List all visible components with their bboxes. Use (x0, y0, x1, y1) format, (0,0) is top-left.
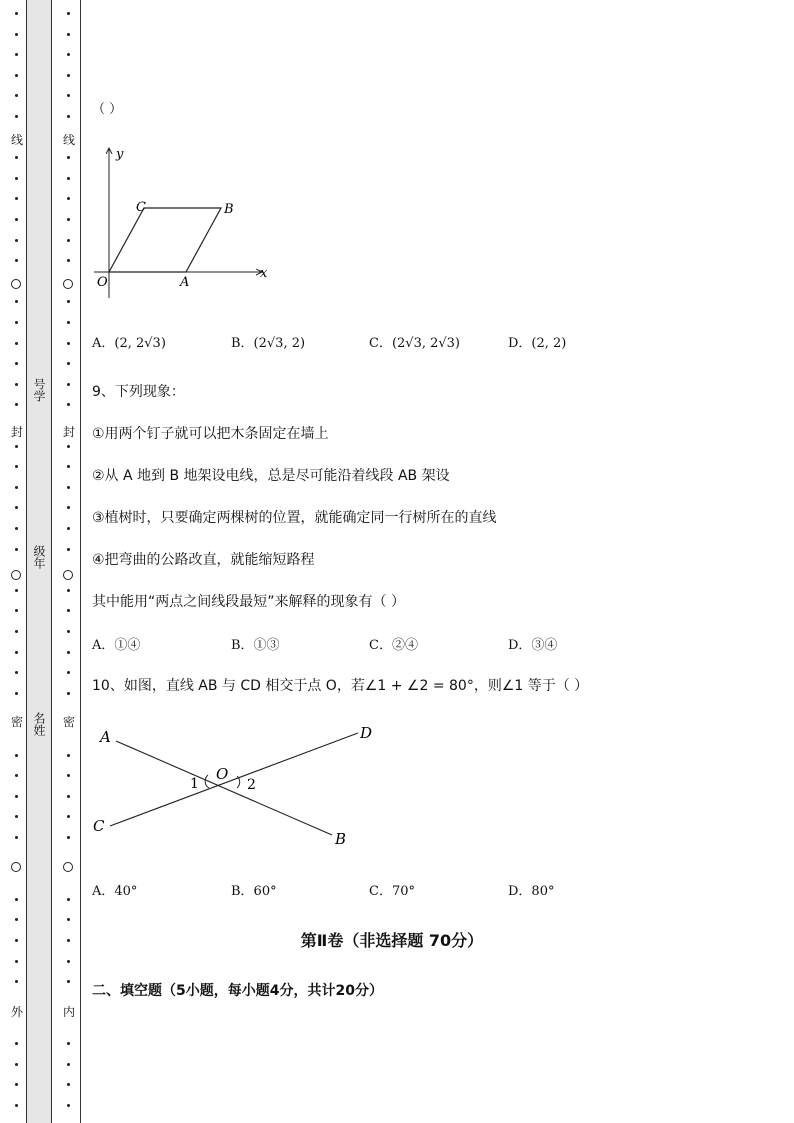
binding-dot (67, 53, 70, 56)
outer-dotted-line (10, 0, 24, 1123)
binding-dot (67, 836, 70, 839)
binding-rule (80, 0, 81, 1123)
binding-dot (15, 898, 18, 901)
q9-item-2: ②从 A 地到 B 地架设电线，总是尽可能沿着线段 AB 架设 (92, 468, 450, 484)
binding-dot (67, 197, 70, 200)
binding-dot (67, 321, 70, 324)
binding-dot (67, 486, 70, 489)
binding-dot (15, 383, 18, 386)
q8-option-c: C．(2√3, 2√3) (369, 336, 461, 351)
binding-dot (15, 651, 18, 654)
binding-dot (15, 445, 18, 448)
binding-dot (15, 465, 18, 468)
binding-dot (67, 177, 70, 180)
q10-label-b: B (335, 830, 347, 848)
q10-option-c: C．70° (369, 884, 415, 899)
q8-parallelogram (109, 208, 221, 272)
inner-label-nei: 内 (62, 1005, 75, 1019)
binding-dot (67, 589, 70, 592)
binding-dot (15, 1104, 18, 1107)
binding-dot (15, 362, 18, 365)
binding-dot (67, 259, 70, 262)
binding-dot (15, 671, 18, 674)
binding-dot (15, 239, 18, 242)
q8-label-x: x (260, 266, 268, 281)
binding-dot (67, 1042, 70, 1045)
binding-dot (15, 918, 18, 921)
binding-dot (15, 321, 18, 324)
binding-dot (15, 1042, 18, 1045)
q9-stem: 9、下列现象： (92, 384, 185, 400)
binding-dot (15, 836, 18, 839)
binding-dot (67, 300, 70, 303)
binding-dot (67, 239, 70, 242)
binding-dot (67, 548, 70, 551)
binding-dot (67, 918, 70, 921)
binding-dot (67, 774, 70, 777)
q9-option-a: A．①④ (92, 638, 141, 653)
binding-dot (67, 671, 70, 674)
binding-dot (15, 300, 18, 303)
q10-label-angle-2: 2 (247, 777, 256, 793)
binding-circle-mark (11, 862, 21, 872)
binding-dot (15, 53, 18, 56)
binding-dot (15, 774, 18, 777)
q10-stem: 10、如图，直线 AB 与 CD 相交于点 O，若∠1 + ∠2 = 80°，则∠1 等于（ ） (92, 678, 589, 694)
binding-dot (67, 960, 70, 963)
outer-label-feng: 封 (10, 425, 23, 439)
q8-option-d: D．(2, 2) (508, 336, 567, 351)
q8-option-a: A．(2, 2√3) (92, 336, 166, 351)
binding-dot (15, 259, 18, 262)
binding-dot (67, 74, 70, 77)
q8-label-a: A (180, 275, 190, 290)
q10-intersecting-lines-figure (92, 715, 392, 855)
binding-dot (67, 115, 70, 118)
binding-dot (15, 218, 18, 221)
binding-dot (15, 197, 18, 200)
binding-dot (15, 548, 18, 551)
binding-dot (15, 609, 18, 612)
inner-label-xian: 线 (62, 133, 75, 147)
q8-label-c: C (136, 200, 146, 215)
binding-dot (67, 980, 70, 983)
binding-dot (15, 33, 18, 36)
q8-parallelogram-figure (92, 140, 282, 305)
binding-dot (15, 527, 18, 530)
q8-label-b: B (224, 202, 234, 217)
binding-dot (15, 94, 18, 97)
binding-dot (15, 403, 18, 406)
binding-dot (15, 506, 18, 509)
binding-dot (67, 383, 70, 386)
binding-dot (67, 218, 70, 221)
q8-label-o: O (97, 275, 108, 290)
binding-dot (15, 177, 18, 180)
exam-page-content (92, 0, 782, 1123)
q10-label-o: O (216, 765, 229, 783)
q10-label-d: D (360, 724, 373, 742)
binding-dot (15, 754, 18, 757)
binding-circle-mark (63, 862, 73, 872)
binding-dot (67, 630, 70, 633)
binding-dot (15, 74, 18, 77)
outer-label-xian: 线 (10, 133, 23, 147)
binding-dot (67, 1083, 70, 1086)
binding-dot (67, 362, 70, 365)
q8-option-b: B．(2√3, 2) (231, 336, 306, 351)
binding-dot (15, 12, 18, 15)
binding-dot (67, 33, 70, 36)
binding-circle-mark (63, 570, 73, 580)
name-field-label: 名姓 (32, 712, 46, 736)
binding-dot (15, 486, 18, 489)
binding-dot (15, 815, 18, 818)
binding-dot (67, 506, 70, 509)
binding-dot (15, 1083, 18, 1086)
binding-dot (67, 94, 70, 97)
q9-question: 其中能用“两点之间线段最短”来解释的现象有（ ） (92, 594, 405, 610)
binding-dot (67, 651, 70, 654)
q10-option-d: D．80° (508, 884, 555, 899)
section-2-heading: 二、填空题（5小题，每小题4分，共计20分） (92, 983, 383, 999)
q10-line-cd (110, 733, 358, 826)
binding-circle-mark (63, 279, 73, 289)
q9-item-4: ④把弯曲的公路改直，就能缩短路程 (92, 552, 315, 568)
binding-dot (67, 527, 70, 530)
binding-dot (67, 1063, 70, 1066)
binding-dot (67, 465, 70, 468)
inner-label-mi: 密 (62, 715, 75, 729)
binding-dot (15, 960, 18, 963)
binding-dot (15, 692, 18, 695)
binding-dot (67, 403, 70, 406)
grade-field-label: 级年 (32, 545, 46, 569)
binding-dot (67, 12, 70, 15)
q8-label-y: y (116, 147, 124, 162)
binding-circle-mark (11, 279, 21, 289)
binding-dot (67, 342, 70, 345)
binding-dot (67, 815, 70, 818)
binding-dot (67, 609, 70, 612)
part-2-title: 第Ⅱ卷（非选择题 70分） (300, 931, 484, 950)
binding-dot (67, 754, 70, 757)
binding-dot (15, 630, 18, 633)
binding-dot (15, 795, 18, 798)
binding-dot (67, 445, 70, 448)
binding-dot (67, 898, 70, 901)
q10-option-b: B．60° (231, 884, 277, 899)
q10-label-c: C (93, 817, 105, 835)
outer-label-mi: 密 (10, 715, 23, 729)
binding-dot (15, 939, 18, 942)
binding-dot (15, 115, 18, 118)
outer-label-wai: 外 (10, 1005, 23, 1019)
q9-option-d: D．③④ (508, 638, 558, 653)
inner-label-feng: 封 (62, 425, 75, 439)
binding-circle-mark (11, 570, 21, 580)
q9-item-1: ①用两个钉子就可以把木条固定在墙上 (92, 426, 329, 442)
q8-answer-blank: （ ） (92, 102, 123, 117)
student-number-field-label: 号学 (32, 378, 46, 402)
binding-dot (67, 795, 70, 798)
inner-dotted-line (62, 0, 76, 1123)
q10-option-a: A．40° (92, 884, 138, 899)
q9-item-3: ③植树时，只要确定两棵树的位置，就能确定同一行树所在的直线 (92, 510, 497, 526)
binding-dot (67, 156, 70, 159)
binding-dot (15, 589, 18, 592)
binding-dot (15, 980, 18, 983)
binding-margin (0, 0, 82, 1123)
binding-dot (67, 692, 70, 695)
q10-label-angle-1: 1 (190, 776, 199, 792)
q9-option-b: B．①③ (231, 638, 280, 653)
binding-dot (15, 1063, 18, 1066)
q9-option-c: C．②④ (369, 638, 418, 653)
binding-dot (67, 939, 70, 942)
binding-dot (67, 1104, 70, 1107)
binding-dot (15, 342, 18, 345)
q10-label-a: A (100, 728, 111, 746)
binding-dot (15, 156, 18, 159)
